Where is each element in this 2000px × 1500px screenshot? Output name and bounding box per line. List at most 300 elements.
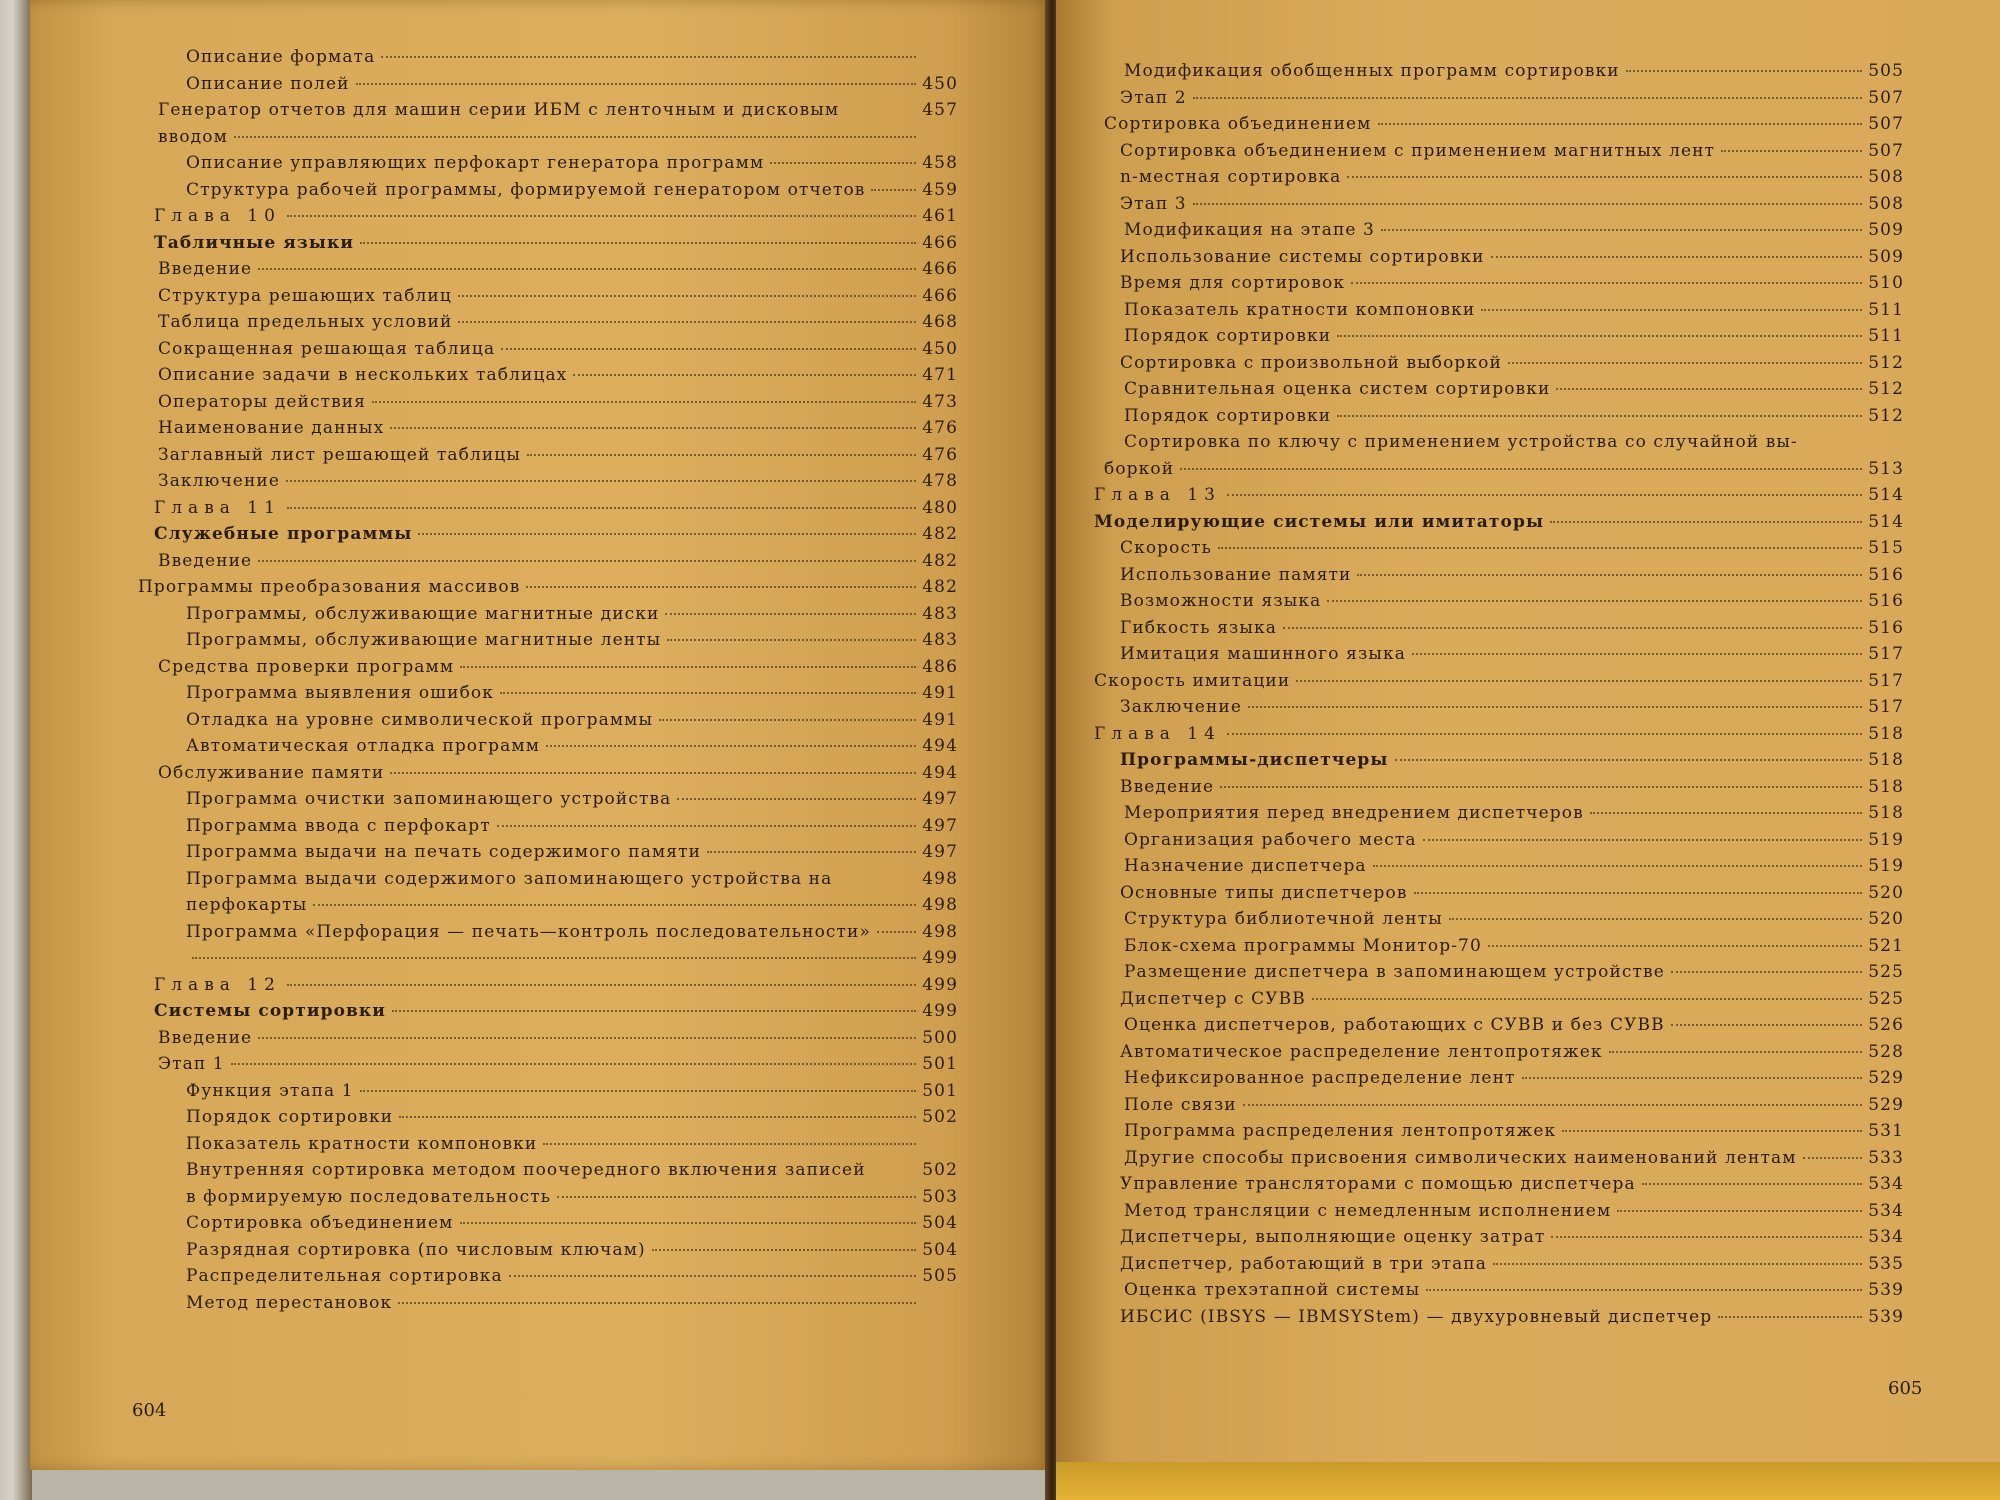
toc-entry-title: Сортировка объединением <box>1104 115 1372 134</box>
toc-entry-page: 520 <box>1868 882 1904 903</box>
toc-entry <box>1094 1069 1904 1096</box>
toc-leader-dots <box>509 1275 916 1277</box>
toc-entry-page: 476 <box>922 444 958 465</box>
toc-entry <box>1094 778 1904 805</box>
toc-entry-title: Автоматическое распределение лентопротяжек <box>1120 1042 1603 1062</box>
toc-leader-dots <box>234 136 916 138</box>
toc-entry-title: Заключение <box>1120 698 1242 717</box>
toc-leader-dots <box>1347 176 1862 178</box>
toc-leader-dots <box>360 242 916 244</box>
toc-entry-title: Глава 11 <box>154 498 281 518</box>
toc-entry-title: Показатель кратности компоновки <box>1124 300 1476 320</box>
toc-leader-dots <box>877 931 916 933</box>
toc-entry-page: 491 <box>922 683 958 703</box>
toc-entry-title: Сортировка с произвольной выборкой <box>1120 353 1502 373</box>
toc-entry-page: 499 <box>922 1001 958 1021</box>
toc-entry <box>1094 539 1904 566</box>
toc-entry-title: Время для сортировок <box>1120 274 1346 293</box>
toc-leader-dots <box>871 189 916 191</box>
toc-entry <box>1094 990 1904 1017</box>
toc-entry-page: 509 <box>1868 246 1904 267</box>
toc-entry-page: 498 <box>922 895 958 915</box>
toc-leader-dots <box>573 374 916 376</box>
toc-leader-dots <box>497 825 916 827</box>
toc-entry-title: Метод трансляции с немедленным исполнением <box>1124 1201 1612 1221</box>
toc-section-title <box>128 1002 958 1029</box>
toc-entry-title: Управление трансляторами с помощью диспетчера <box>1120 1175 1636 1194</box>
toc-leader-dots <box>398 1302 916 1304</box>
toc-entry-page: 502 <box>922 1107 958 1127</box>
toc-entry-page: 531 <box>1868 1121 1904 1141</box>
toc-entry-page: 511 <box>1868 299 1904 320</box>
toc-leader-dots <box>677 798 916 800</box>
toc-entry-title: Этап 3 <box>1120 194 1187 214</box>
toc-entry-title: Служебные программы <box>154 525 413 544</box>
toc-leader-dots <box>1556 388 1862 390</box>
toc-leader-dots <box>1227 733 1862 735</box>
toc-chapter-heading <box>1094 725 1904 752</box>
toc-entry-page: 458 <box>922 153 958 173</box>
toc-entry <box>128 48 958 75</box>
toc-entry-title: Гибкость языка <box>1120 618 1277 638</box>
toc-leader-dots <box>360 1090 916 1092</box>
toc-entry-page: 505 <box>1868 61 1904 81</box>
toc-leader-dots <box>1248 706 1862 708</box>
toc-leader-dots <box>1493 1263 1862 1265</box>
toc-section-title <box>128 525 958 552</box>
toc-section-title <box>1094 513 1904 540</box>
toc-entry-title: Диспетчеры, выполняющие оценку затрат <box>1120 1228 1546 1247</box>
toc-entry <box>1094 407 1904 434</box>
toc-entry-page: 519 <box>1868 829 1904 850</box>
toc-entry-page: 483 <box>922 603 958 624</box>
toc-entry-title: боркой <box>1104 459 1175 479</box>
toc-entry-title: Размещение диспетчера в запоминающем устройстве <box>1124 963 1665 982</box>
toc-leader-dots <box>372 401 916 403</box>
toc-entry <box>128 949 958 976</box>
toc-leader-dots <box>1283 627 1862 629</box>
toc-leader-dots <box>1671 971 1862 973</box>
toc-entry-page: 508 <box>1868 167 1904 187</box>
toc-entry-page: 499 <box>922 948 958 968</box>
toc-leader-dots <box>1491 256 1862 258</box>
toc-entry-page: 525 <box>1868 988 1904 1009</box>
toc-entry <box>128 870 958 897</box>
page-number-right: 605 <box>1888 1378 1923 1399</box>
toc-leader-dots <box>1180 468 1862 470</box>
toc-entry-page: 468 <box>922 312 958 332</box>
toc-entry-page: 534 <box>1868 1200 1904 1221</box>
toc-entry <box>1094 327 1904 354</box>
toc-leader-dots <box>1671 1024 1862 1026</box>
toc-entry-title: Глава 13 <box>1094 486 1221 505</box>
toc-entry-page: 466 <box>922 232 958 253</box>
toc-entry-page: 499 <box>922 974 958 995</box>
toc-entry <box>128 631 958 658</box>
toc-leader-dots <box>287 507 916 509</box>
toc-entry-title: в формируемую последовательность <box>186 1187 552 1207</box>
toc-entry-title: Структура рабочей программы, формируемой генератором отчетов <box>186 180 866 200</box>
toc-leader-dots <box>1296 680 1862 682</box>
toc-entry-page: 507 <box>1868 87 1904 108</box>
toc-entry <box>1094 1202 1904 1229</box>
toc-entry-title: n-местная сортировка <box>1120 168 1342 187</box>
toc-leader-dots <box>1590 812 1862 814</box>
toc-entry <box>1094 1122 1904 1149</box>
toc-leader-dots <box>1721 150 1862 152</box>
toc-entry-page: 471 <box>922 365 958 385</box>
toc-entry-title: Разрядная сортировка (по числовым ключам) <box>186 1240 646 1260</box>
toc-leader-dots <box>392 1010 916 1012</box>
toc-leader-dots <box>258 560 916 562</box>
toc-entry <box>128 101 958 128</box>
toc-entry-title: Использование памяти <box>1120 565 1352 585</box>
toc-entry <box>128 923 958 950</box>
toc-entry <box>128 1082 958 1109</box>
toc-entry <box>1094 698 1904 725</box>
toc-leader-dots <box>458 295 916 297</box>
toc-entry-page: 516 <box>1868 564 1904 585</box>
toc-entry-page: 457 <box>922 100 958 120</box>
toc-entry-page: 512 <box>1868 352 1904 373</box>
toc-leader-dots <box>546 745 916 747</box>
toc-entry-title: Глава 14 <box>1094 724 1221 744</box>
toc-entry-page: 517 <box>1868 670 1904 691</box>
toc-entry-page: 497 <box>922 789 958 809</box>
toc-entry-page: 517 <box>1868 697 1904 717</box>
toc-entry <box>1094 460 1904 487</box>
toc-entry-page: 511 <box>1868 326 1904 346</box>
toc-leader-dots <box>1312 998 1862 1000</box>
toc-leader-dots <box>500 692 916 694</box>
toc-entry <box>128 313 958 340</box>
toc-leader-dots <box>390 427 916 429</box>
toc-entry <box>128 181 958 208</box>
toc-entry-title: Сокращенная решающая таблица <box>158 339 496 359</box>
toc-leader-dots <box>1488 945 1862 947</box>
toc-entry-page: 514 <box>1868 511 1904 532</box>
toc-entry-title: Порядок сортировки <box>186 1108 394 1127</box>
toc-entry-title: Описание полей <box>186 74 350 94</box>
toc-entry <box>128 472 958 499</box>
toc-entry-page: 535 <box>1868 1253 1904 1274</box>
toc-entry <box>128 1135 958 1162</box>
toc-entry-title: Описание формата <box>186 48 376 67</box>
toc-entry-title: Введение <box>158 260 253 279</box>
toc-left-list <box>128 48 958 1320</box>
book-cover-edge <box>1056 1462 2000 1500</box>
toc-entry-page: 518 <box>1868 750 1904 770</box>
toc-entry <box>128 154 958 181</box>
toc-entry-title: Средства проверки программ <box>158 657 455 677</box>
toc-entry-title: Организация рабочего места <box>1124 830 1417 850</box>
toc-leader-dots <box>1414 892 1862 894</box>
toc-leader-dots <box>1357 574 1862 576</box>
toc-entry <box>1094 195 1904 222</box>
toc-entry-title: Показатель кратности компоновки <box>186 1134 538 1154</box>
toc-entry-title: Метод перестановок <box>186 1293 393 1313</box>
toc-leader-dots <box>1423 839 1862 841</box>
toc-entry-title: Отладка на уровне символической программы <box>186 710 654 730</box>
toc-entry <box>1094 433 1904 460</box>
toc-entry <box>128 817 958 844</box>
toc-leader-dots <box>707 851 916 853</box>
toc-entry-title: Возможности языка <box>1120 592 1322 611</box>
toc-leader-dots <box>1609 1051 1862 1053</box>
toc-leader-dots <box>1243 1104 1862 1106</box>
toc-entry <box>128 684 958 711</box>
toc-entry-page: 473 <box>922 391 958 412</box>
toc-entry-title: Использование системы сортировки <box>1120 247 1485 267</box>
toc-entry-title: Генератор отчетов для машин серии ИБМ с ленточным и дисковым <box>158 101 840 120</box>
toc-entry-title: Введение <box>158 551 253 571</box>
toc-leader-dots <box>1227 494 1862 496</box>
toc-entry <box>1094 592 1904 619</box>
toc-entry <box>1094 1175 1904 1202</box>
toc-entry-title: Табличные языки <box>154 233 355 253</box>
toc-leader-dots <box>543 1143 916 1145</box>
toc-leader-dots <box>1718 1316 1862 1318</box>
toc-entry <box>128 552 958 579</box>
toc-entry-title: Этап 1 <box>158 1055 225 1074</box>
toc-entry-title: Модификация на этапе 3 <box>1124 221 1375 240</box>
toc-entry-title: Программы, обслуживающие магнитные диски <box>186 604 660 624</box>
toc-entry-page: 482 <box>922 550 958 571</box>
toc-entry-title: Структура решающих таблиц <box>158 286 452 306</box>
toc-entry-page: 498 <box>922 868 958 889</box>
toc-entry-page: 512 <box>1868 379 1904 399</box>
toc-leader-dots <box>1395 759 1863 761</box>
toc-entry-title: Программа выдачи содержимого запоминающего устройства на <box>186 869 833 889</box>
toc-entry <box>1094 672 1904 699</box>
toc-leader-dots <box>1551 1236 1862 1238</box>
toc-leader-dots <box>1218 547 1862 549</box>
toc-entry-page: 513 <box>1868 458 1904 479</box>
toc-leader-dots <box>1327 600 1862 602</box>
toc-entry <box>1094 301 1904 328</box>
toc-entry <box>128 75 958 102</box>
toc-entry <box>128 366 958 393</box>
toc-entry-page: 504 <box>922 1213 958 1233</box>
toc-entry <box>128 446 958 473</box>
toc-entry <box>1094 566 1904 593</box>
toc-leader-dots <box>1550 521 1862 523</box>
toc-leader-dots <box>1337 335 1862 337</box>
toc-leader-dots <box>1426 1289 1862 1291</box>
toc-entry <box>1094 274 1904 301</box>
toc-entry-title: Внутренняя сортировка методом поочередного включения записей <box>186 1161 866 1180</box>
toc-entry-page: 519 <box>1868 856 1904 876</box>
toc-entry-page: 494 <box>922 736 958 756</box>
toc-chapter-heading <box>128 499 958 526</box>
toc-entry-title: Программы преобразования массивов <box>138 578 521 597</box>
toc-entry-page: 517 <box>1868 644 1904 664</box>
toc-entry-title: Имитация машинного языка <box>1120 645 1406 664</box>
toc-leader-dots <box>1378 123 1863 125</box>
toc-entry-title: Блок-схема программы Монитор-70 <box>1124 936 1482 956</box>
toc-entry-page: 450 <box>922 73 958 94</box>
toc-entry-page: 526 <box>1868 1015 1904 1035</box>
toc-entry <box>128 1241 958 1268</box>
toc-entry <box>1094 963 1904 990</box>
toc-entry-page: 533 <box>1868 1147 1904 1168</box>
toc-entry-page: 491 <box>922 709 958 730</box>
toc-entry <box>128 1108 958 1135</box>
toc-entry <box>1094 884 1904 911</box>
toc-entry-page: 466 <box>922 259 958 279</box>
toc-leader-dots <box>1449 918 1862 920</box>
toc-entry-title: Сортировка объединением с применением магнитных лент <box>1120 141 1716 161</box>
toc-entry-title: Модификация обобщенных программ сортировки <box>1124 62 1620 81</box>
toc-chapter-heading <box>128 976 958 1003</box>
toc-leader-dots <box>1626 70 1862 72</box>
toc-entry-title: Скорость имитации <box>1094 671 1291 691</box>
toc-leader-dots <box>1193 97 1862 99</box>
toc-entry-page: 539 <box>1868 1280 1904 1300</box>
toc-entry <box>128 1161 958 1188</box>
toc-entry-page: 507 <box>1868 140 1904 161</box>
toc-entry-page: 476 <box>922 418 958 438</box>
toc-entry-page: 510 <box>1868 273 1904 293</box>
toc-entry <box>1094 380 1904 407</box>
toc-entry-title: Глава 12 <box>154 975 281 995</box>
toc-leader-dots <box>527 454 916 456</box>
toc-entry-title: Мероприятия перед внедрением диспетчеров <box>1124 804 1584 823</box>
toc-leader-dots <box>418 533 916 535</box>
toc-entry-title: Структура библиотечной ленты <box>1124 910 1443 929</box>
toc-leader-dots <box>770 162 916 164</box>
toc-entry-title: Порядок сортировки <box>1124 406 1332 426</box>
toc-entry-page: 515 <box>1868 538 1904 558</box>
toc-entry-page: 504 <box>922 1239 958 1260</box>
toc-entry-title: Программа выявления ошибок <box>186 684 494 703</box>
toc-entry-page: 507 <box>1868 114 1904 134</box>
toc-entry-title: Сравнительная оценка систем сортировки <box>1124 380 1551 399</box>
toc-chapter-heading <box>1094 486 1904 513</box>
toc-entry <box>1094 910 1904 937</box>
toc-entry-page: 539 <box>1868 1306 1904 1327</box>
toc-entry <box>128 764 958 791</box>
toc-leader-dots <box>313 904 916 906</box>
toc-entry-page: 528 <box>1868 1041 1904 1062</box>
toc-entry-title: Программа «Перфорация — печать—контроль последовательности» <box>186 922 871 942</box>
toc-entry-page: 501 <box>922 1054 958 1074</box>
toc-entry-title: ИБСИС (IBSYS — IBMSYStem) — двухуровневый диспетчер <box>1120 1307 1713 1327</box>
toc-entry <box>128 1214 958 1241</box>
toc-entry <box>1094 115 1904 142</box>
toc-leader-dots <box>665 613 916 615</box>
toc-leader-dots <box>1803 1157 1862 1159</box>
toc-entry <box>1094 831 1904 858</box>
toc-entry <box>128 737 958 764</box>
toc-entry-title: перфокарты <box>186 896 308 915</box>
toc-entry-page: 529 <box>1868 1094 1904 1115</box>
page-number-left: 604 <box>132 1400 167 1421</box>
toc-leader-dots <box>390 772 916 774</box>
toc-entry-page: 518 <box>1868 803 1904 823</box>
toc-leader-dots <box>1381 229 1862 231</box>
toc-entry <box>1094 168 1904 195</box>
toc-leader-dots <box>1522 1077 1862 1079</box>
toc-entry-title: Таблица предельных условий <box>158 313 453 332</box>
toc-entry-page: 521 <box>1868 935 1904 956</box>
toc-entry-page: 500 <box>922 1027 958 1048</box>
toc-entry-title: Диспетчер, работающий в три этапа <box>1120 1254 1487 1274</box>
toc-entry-page: 461 <box>922 206 958 226</box>
toc-entry <box>1094 1096 1904 1123</box>
toc-entry <box>1094 142 1904 169</box>
toc-leader-dots <box>287 984 916 986</box>
toc-entry <box>1094 1043 1904 1070</box>
toc-entry-page: 518 <box>1868 723 1904 744</box>
toc-entry-page: 534 <box>1868 1227 1904 1247</box>
toc-entry-title: Обслуживание памяти <box>158 763 385 783</box>
toc-leader-dots <box>557 1196 916 1198</box>
toc-entry <box>1094 645 1904 672</box>
toc-entry-title: Функция этапа 1 <box>186 1081 354 1101</box>
toc-entry-page: 505 <box>922 1266 958 1286</box>
toc-entry <box>128 1029 958 1056</box>
toc-leader-dots <box>231 1063 916 1065</box>
toc-entry <box>128 658 958 685</box>
toc-entry <box>128 393 958 420</box>
toc-entry-page: 512 <box>1868 405 1904 426</box>
toc-entry <box>128 128 958 155</box>
toc-entry-title: Оценка диспетчеров, работающих с СУВВ и без СУВВ <box>1124 1016 1665 1035</box>
toc-entry-page: 518 <box>1868 776 1904 797</box>
toc-entry-title: Программа ввода с перфокарт <box>186 816 491 836</box>
toc-leader-dots <box>652 1249 916 1251</box>
toc-entry-page: 450 <box>922 338 958 359</box>
toc-leader-dots <box>1193 203 1862 205</box>
toc-entry <box>1094 619 1904 646</box>
toc-leader-dots <box>192 957 916 959</box>
toc-entry-title: Операторы действия <box>158 392 367 412</box>
toc-entry-page: 516 <box>1868 617 1904 638</box>
toc-entry-page: 508 <box>1868 193 1904 214</box>
toc-section-title <box>1094 751 1904 778</box>
toc-entry-page: 482 <box>922 577 958 597</box>
toc-entry-title: Сортировка по ключу с применением устройства со случайной вы- <box>1124 433 1798 452</box>
toc-entry-page: 494 <box>922 762 958 783</box>
toc-entry <box>1094 1308 1904 1335</box>
toc-leader-dots <box>356 83 916 85</box>
toc-leader-dots <box>286 480 916 482</box>
toc-entry-title: Поле связи <box>1124 1095 1237 1115</box>
table-edge <box>0 0 32 1500</box>
toc-entry <box>1094 1281 1904 1308</box>
toc-entry-page: 501 <box>922 1080 958 1101</box>
toc-entry-title: Заключение <box>158 472 280 491</box>
toc-leader-dots <box>460 1222 917 1224</box>
toc-entry-title: Автоматическая отладка программ <box>186 737 541 756</box>
toc-leader-dots <box>1337 415 1862 417</box>
toc-entry <box>128 1294 958 1321</box>
toc-leader-dots <box>1562 1130 1862 1132</box>
toc-entry-title: Программа распределения лентопротяжек <box>1124 1122 1557 1141</box>
toc-leader-dots <box>1617 1210 1862 1212</box>
toc-entry <box>1094 857 1904 884</box>
toc-entry-title: Назначение диспетчера <box>1124 857 1367 876</box>
toc-entry <box>1094 221 1904 248</box>
toc-entry-title: Заглавный лист решающей таблицы <box>158 445 521 465</box>
toc-entry-title: Другие способы присвоения символических наименований лентам <box>1124 1148 1797 1168</box>
toc-entry-page: 478 <box>922 471 958 491</box>
toc-entry-page: 459 <box>922 179 958 200</box>
toc-entry-page: 520 <box>1868 909 1904 929</box>
toc-entry <box>1094 804 1904 831</box>
toc-leader-dots <box>460 666 916 668</box>
